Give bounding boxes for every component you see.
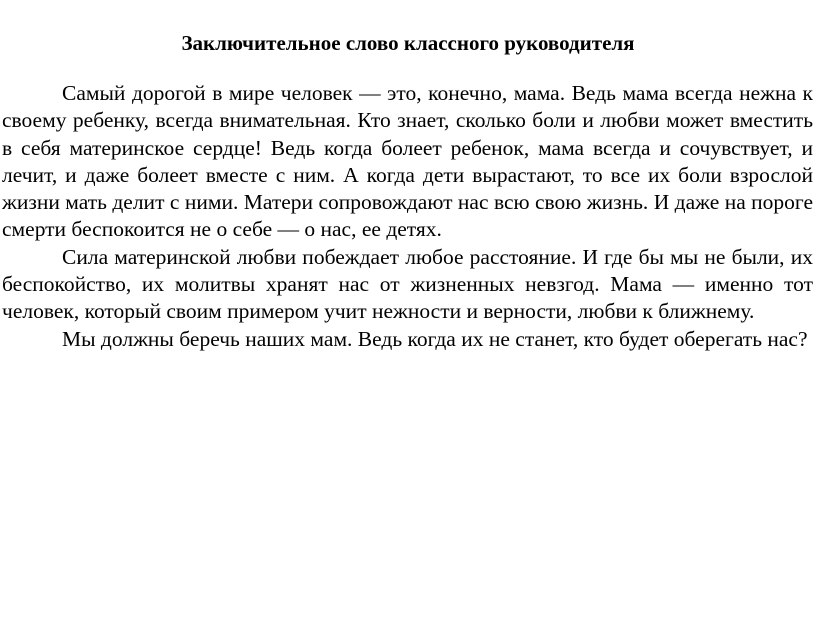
paragraph-cherish-mothers: Мы должны беречь наших мам. Ведь когда их не станет, кто будет оберегать нас? [62,326,808,351]
document-title: Заключительное слово классного руководителя [181,31,635,55]
paragraph-mother-love: Самый дорогой в мире человек — это, конечно, мама. Ведь мама всегда нежна к своему ребенку, всегда внимательная. Кто знает, сколько боли и любви может вместить в себя материнское сердце! Ведь когда болеет ребенок, мама всегда и сочувствует, и лечит, и даже болеет вместе с ним. А когда дети вырастают, то все их боли взрослой жизни мать делит с ними. Матери сопровождают нас всю свою жизнь. И даже на пороге смерти беспокоится не о себе — о нас, ее детях. [2,81,813,242]
document-body [2,80,813,353]
paragraph-strength-of-love: Сила материнской любви побеждает любое расстояние. И где бы мы не были, их беспокойство, их молитвы хранят нас от жизненных невзгод. Мама — именно тот человек, который своим примером учит нежности и верности, любви к ближнему. [2,244,813,324]
